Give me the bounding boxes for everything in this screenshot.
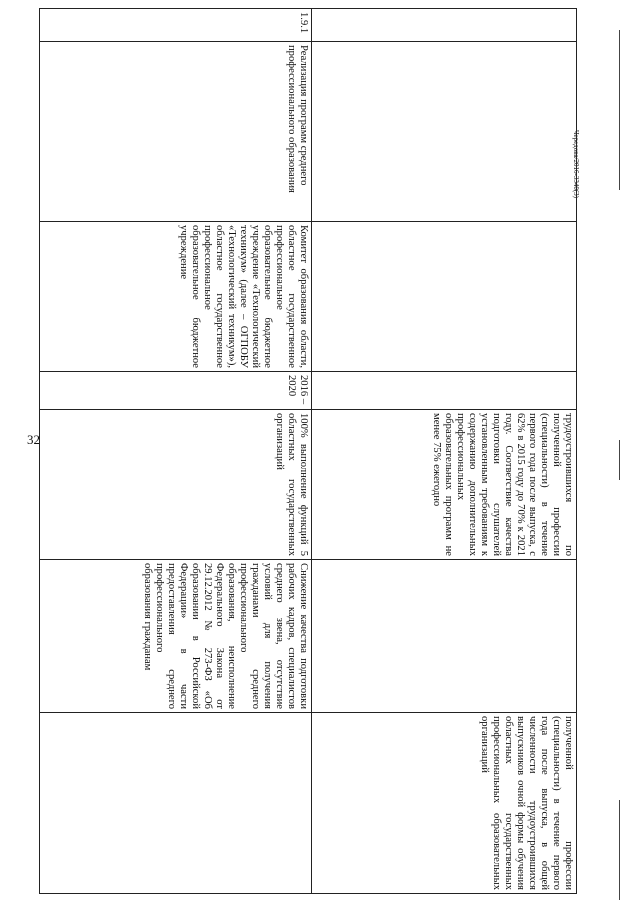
- cell-number-empty: [312, 9, 577, 42]
- program-measures-table: [39, 8, 577, 894]
- cell-indicator-main: [40, 410, 312, 560]
- measure-name: Реализация программ среднего профессионального образования: [286, 45, 309, 193]
- table-row-continuation: [312, 9, 577, 894]
- document-sheet: [40, 8, 577, 893]
- cell-consequence: [40, 560, 312, 713]
- indicator-main-text: 100% выполнение функций 5 областных государственных организаций: [274, 413, 309, 556]
- consequence-continued-text: полученной профессии (специальности) в течение первого года после выпуска, в общей численности трудоустроившихся выпускников очной формы обучения областных государственных профессиональных образовательных организаций: [479, 716, 574, 890]
- doc-code-margin: [572, 40, 595, 880]
- cell-last-empty: [40, 713, 312, 894]
- page-number: 32: [27, 432, 40, 447]
- scan-edge-line-bottom: [619, 800, 620, 900]
- period-text: 2016 – 2020: [286, 375, 309, 405]
- scan-edge-line-middle: [619, 440, 620, 480]
- cell-number: [40, 9, 312, 42]
- doc-code: Чередова/2016-3340(3): [572, 130, 580, 198]
- cell-consequence-continued: [312, 713, 577, 894]
- consequence-text: Снижение качества подготовки рабочих кадров, специалистов среднего звена, отсутствие условий для получения гражданами среднего профессионального образования, неисполнение Федерального Закона от 29.12.2012 № 273-ФЗ «Об образовании в Российской Федерации» в части предоставления среднего профессионального образования гражданам: [142, 563, 309, 709]
- executor-text: Комитет образования области, областное государственное профессиональное образовательное бюджетное учреждение «Технологический техникум» (далее – ОГПОБУ «Технологический техникум»), областное государственное профессиональное образовательное бюджетное учреждение: [178, 225, 309, 368]
- cell-period: [40, 372, 312, 410]
- cell-executor-empty: [312, 222, 577, 372]
- indicator-text: трудоустроившихся по полученной профессии (специальности) в течение первого года после выпуска, с 62% в 2015 году до 70% к 2021 году. Соответствие качества подготовки слушателей установленным требованиям к содержанию дополнительных профессиональных образовательных программ не менее 75% ежегодно: [431, 413, 574, 556]
- cell-name-empty: [312, 42, 577, 222]
- cell-executor: [40, 222, 312, 372]
- cell-period-empty: [312, 372, 577, 410]
- row-number: 1.9.1: [298, 12, 309, 34]
- scan-edge-line-top: [619, 30, 620, 190]
- cell-name: [40, 42, 312, 222]
- rotated-table-wrapper: [40, 8, 577, 893]
- cell-indicator: [312, 410, 577, 560]
- cell-consequence-empty: [312, 560, 577, 713]
- table-row-1-9-1: [40, 9, 312, 894]
